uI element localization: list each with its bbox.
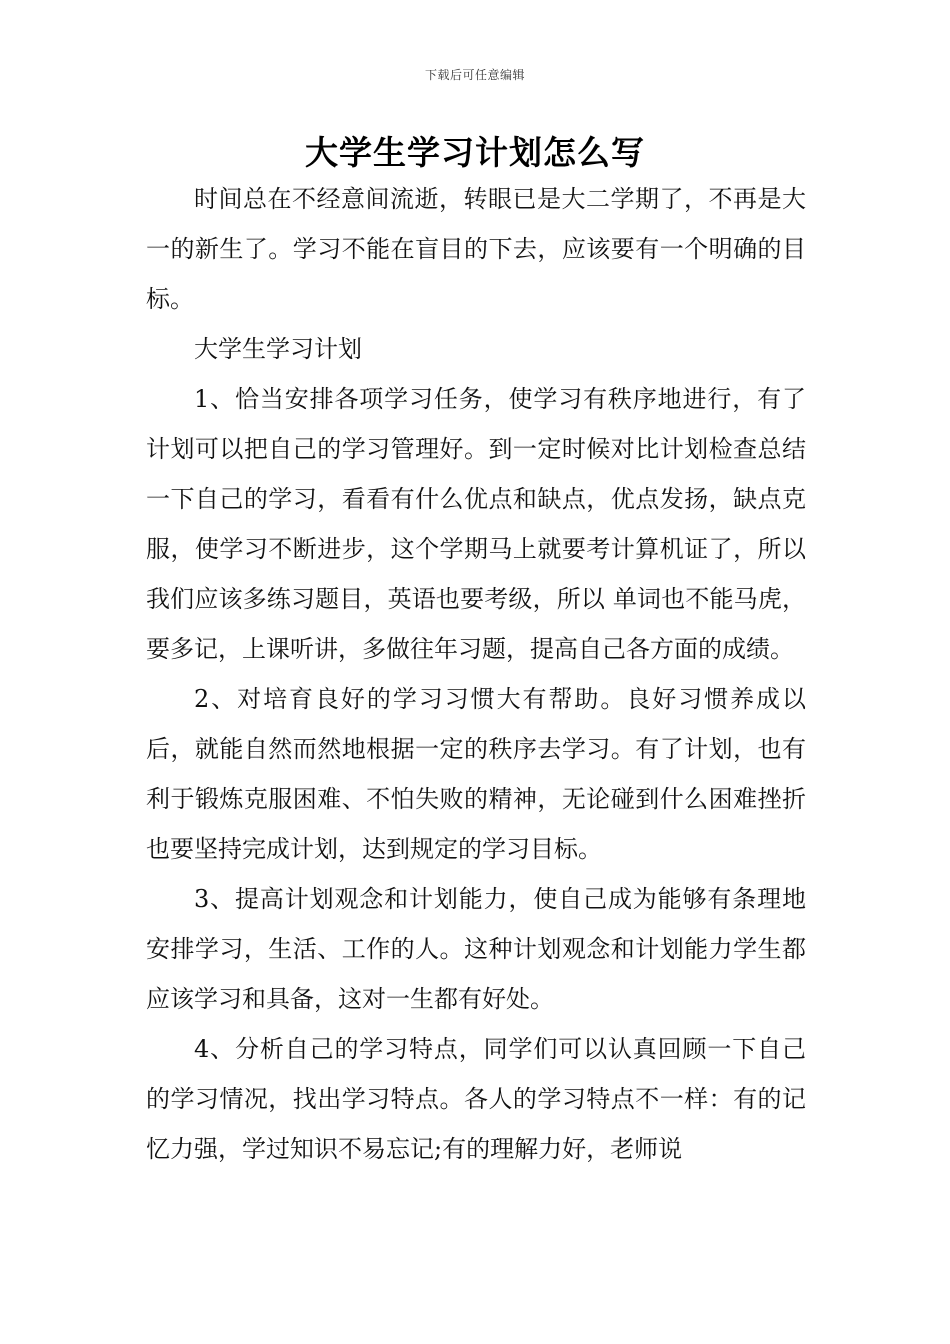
paragraph-point-2: 2、对培育良好的学习习惯大有帮助。良好习惯养成以后，就能自然而然地根据一定的秩序去学习。有了计划，也有利于锻炼克服困难、不怕失败的精神，无论碰到什么困难挫折也要坚持完成计划，达到规定的学习目标。 <box>146 685 806 863</box>
document-body <box>146 174 806 1174</box>
paragraph-point-4: 4、分析自己的学习特点，同学们可以认真回顾一下自己的学习情况，找出学习特点。各人的学习特点不一样：有的记忆力强，学过知识不易忘记;有的理解力好，老师说 <box>146 1035 806 1163</box>
paragraph-point-1: 1、恰当安排各项学习任务，使学习有秩序地进行，有了计划可以把自己的学习管理好。到一定时候对比计划检查总结一下自己的学习，看看有什么优点和缺点，优点发扬，缺点克服，使学习不断进步，这个学期马上就要考计算机证了，所以我们应该多练习题目，英语也要考级，所以 单词也不能马虎，要多记，上课听讲，多做往年习题，提高自己各方面的成绩。 <box>146 385 806 663</box>
paragraph-subheading: 大学生学习计划 <box>194 335 362 363</box>
header-note: 下载后可任意编辑 <box>424 68 525 82</box>
paragraph-point-3: 3、提高计划观念和计划能力，使自己成为能够有条理地安排学习，生活、工作的人。这种计划观念和计划能力学生都应该学习和具备，这对一生都有好处。 <box>146 885 806 1013</box>
document-title: 大学生学习计划怎么写 <box>305 133 645 172</box>
paragraph-intro: 时间总在不经意间流逝，转眼已是大二学期了，不再是大一的新生了。学习不能在盲目的下去，应该要有一个明确的目标。 <box>146 185 806 313</box>
